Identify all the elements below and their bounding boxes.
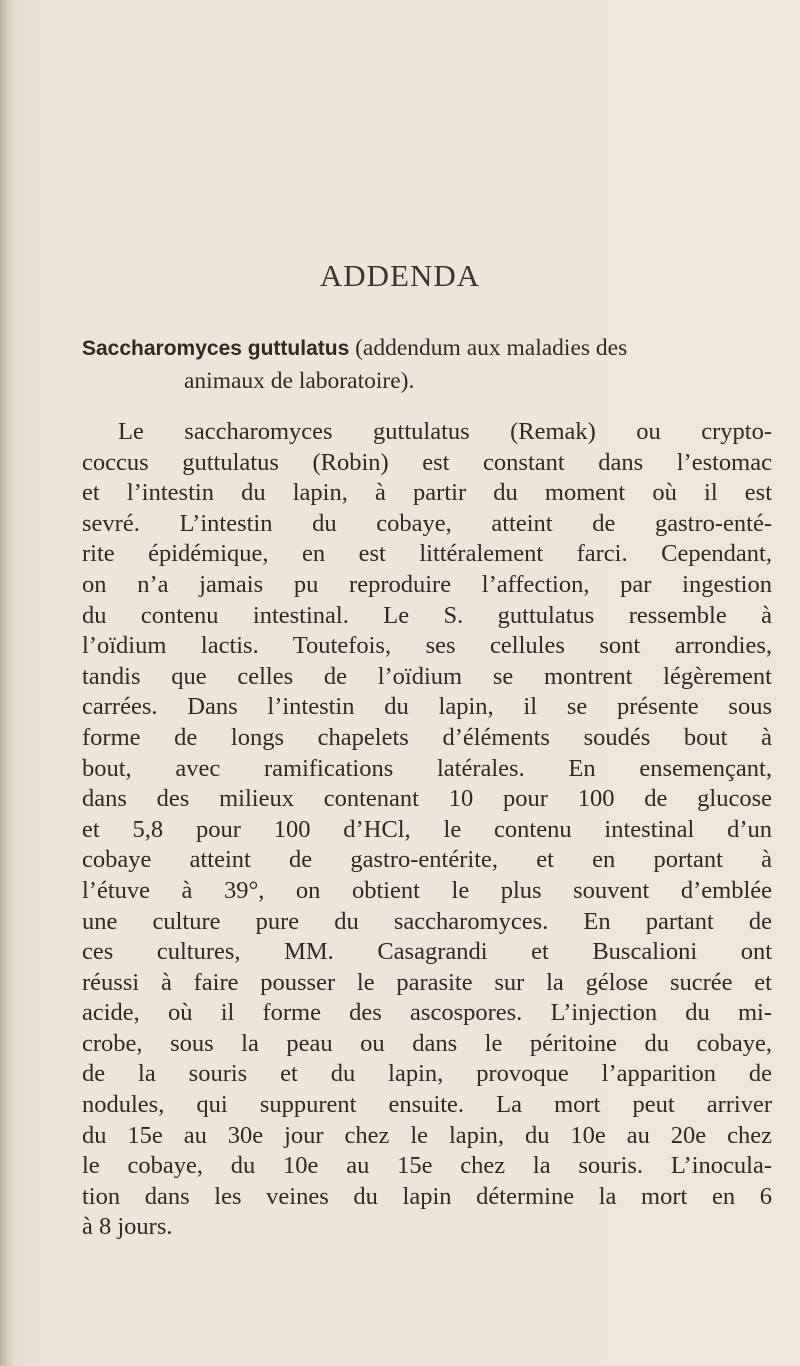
text-line: à 8 jours.: [82, 1213, 173, 1241]
text-line: crobe, sous la peau ou dans le péritoine du cobaye,: [82, 1029, 772, 1057]
text-line: nodules, qui suppurent ensuite. La mort peut arriver: [82, 1091, 772, 1119]
text-line: on n’a jamais pu reproduire l’affection, par ingestion: [82, 570, 772, 598]
text-line: et 5,8 pour 100 d’HCl, le contenu intestinal d’un: [82, 815, 772, 843]
text-line: sevré. L’intestin du cobaye, atteint de gastro-enté-: [82, 509, 772, 537]
body-paragraph: [82, 417, 772, 1243]
text-line: rite épidémique, en est littéralement farci. Cependant,: [82, 540, 772, 568]
text-line: carrées. Dans l’intestin du lapin, il se présente sous: [82, 693, 772, 721]
text-line: ces cultures, MM. Casagrandi et Buscalioni ont: [82, 938, 772, 966]
text-line: tion dans les veines du lapin détermine la mort en 6: [82, 1182, 772, 1210]
section-heading-line-1: [82, 332, 768, 365]
text-line: l’étuve à 39°, on obtient le plus souvent d’emblée: [82, 876, 772, 904]
text-line: dans des milieux contenant 10 pour 100 de glucose: [82, 785, 772, 813]
text-line: une culture pure du saccharomyces. En partant de: [82, 907, 772, 935]
section-heading-line-2: animaux de laboratoire).: [184, 368, 415, 394]
text-line: Le saccharomyces guttulatus (Remak) ou crypto-: [118, 418, 772, 445]
text-line: coccus guttulatus (Robin) est constant dans l’estomac: [82, 448, 772, 476]
text-line: forme de longs chapelets d’éléments soudés bout à: [82, 723, 772, 751]
section-heading: [82, 332, 768, 397]
text-line: tandis que celles de l’oïdium se montrent légèrement: [82, 662, 772, 690]
text-line: du contenu intestinal. Le S. guttulatus ressemble à: [82, 601, 772, 629]
text-line: le cobaye, du 10e au 15e chez la souris. L’inocula-: [82, 1152, 772, 1180]
text-line: du 15e au 30e jour chez le lapin, du 10e au 20e chez: [82, 1121, 772, 1149]
text-line: de la souris et du lapin, provoque l’apparition de: [82, 1060, 772, 1088]
text-line: et l’intestin du lapin, à partir du moment où il est: [82, 479, 772, 507]
section-heading-bold: Saccharomyces guttulatus: [82, 337, 350, 360]
page-title: ADDENDA: [319, 258, 481, 293]
text-line: réussi à faire pousser le parasite sur la gélose sucrée et: [82, 968, 772, 996]
text-line: l’oïdium lactis. Toutefois, ses cellules sont arrondies,: [82, 632, 772, 660]
page-binding-edge: [0, 0, 14, 1366]
text-line: bout, avec ramifications latérales. En ensemençant,: [82, 754, 772, 782]
text-line: cobaye atteint de gastro-entérite, et en portant à: [82, 846, 772, 874]
text-line: acide, où il forme des ascospores. L’injection du mi-: [82, 999, 772, 1027]
section-heading-rest: (addendum aux maladies des: [355, 335, 628, 361]
